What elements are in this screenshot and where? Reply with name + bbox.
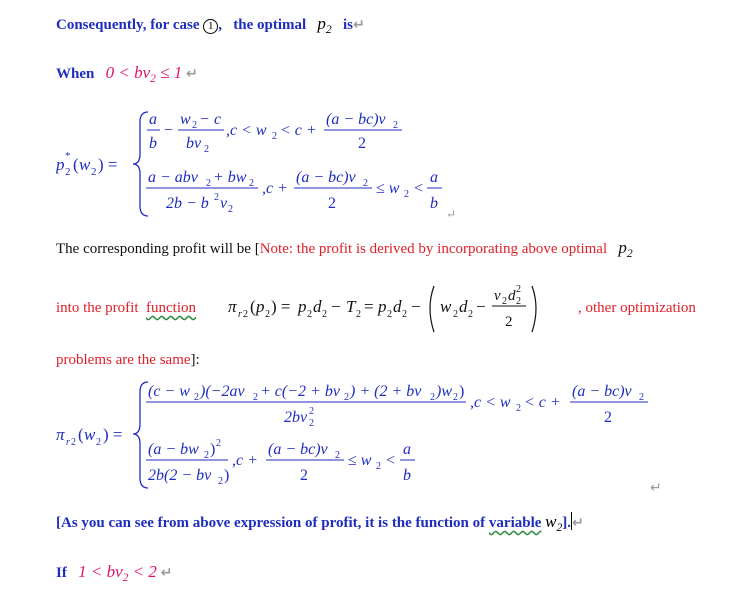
svg-text:2: 2 [404,189,409,200]
conclusion-var: $w_2$ [545,512,563,535]
svg-text:w: w [84,425,96,444]
svg-text:2: 2 [516,284,521,295]
svg-text:2: 2 [96,437,101,448]
svg-text:r: r [66,437,70,448]
svg-text:(a − bc)v: (a − bc)v [296,169,356,186]
svg-text:2: 2 [453,392,458,403]
profit-note-var: $p_2$ [618,238,633,261]
svg-text:) =: ) = [271,297,291,316]
svg-text:d: d [508,288,516,304]
svg-text:2: 2 [65,166,71,178]
svg-text:c: c [214,111,222,128]
svg-text:+ c(−2 + bv: + c(−2 + bv [260,383,340,400]
svg-text:p: p [256,297,265,316]
profit-note: Note: the profit is derived by incorporating above optimal [259,241,608,257]
svg-text:2: 2 [376,461,381,472]
svg-text:w: w [180,111,191,128]
conclusion-line [56,512,584,534]
svg-text:b: b [430,195,438,212]
when-condition: $0 < bv_2 \le 1$ [105,63,183,86]
svg-text:2: 2 [216,438,221,449]
svg-text:2: 2 [516,403,521,414]
paragraph-mark-icon: ↵ [352,17,365,33]
profit-function-formula [228,280,578,340]
svg-text:2: 2 [204,144,209,155]
svg-text:π: π [56,425,65,444]
svg-text:2: 2 [387,309,392,320]
svg-text:(: ( [250,297,256,316]
paragraph-mark-icon: ↵ [650,480,662,496]
svg-text:2: 2 [206,178,211,189]
svg-text:2: 2 [604,409,612,426]
svg-text:2: 2 [71,437,76,448]
intro-line: Consequently, for case 1 , the optimal $p_2$ is↵ [56,14,365,37]
svg-text:): ) [224,467,230,484]
svg-text:2: 2 [505,314,513,330]
svg-text:(: ( [73,155,79,174]
svg-text:p: p [378,297,387,316]
svg-text:w: w [440,297,452,316]
svg-text:2: 2 [322,309,327,320]
svg-text:2: 2 [192,120,197,131]
intro-lead: Consequently, for case [56,17,200,33]
svg-text:<: < [385,452,396,469]
svg-text:−: − [331,297,341,316]
svg-text:≤ w: ≤ w [376,180,400,197]
svg-text:) =: ) = [98,155,118,174]
svg-text:2: 2 [363,178,368,189]
function-word: function [146,300,196,316]
svg-text:*: * [65,150,71,162]
svg-text:2: 2 [307,309,312,320]
svg-text:2: 2 [228,204,233,215]
svg-text:(a − bc)v: (a − bc)v [326,111,386,128]
svg-text:< c +: < c + [524,394,561,411]
svg-text:v: v [494,288,501,304]
svg-text:2: 2 [328,195,336,212]
svg-text:2: 2 [204,450,209,461]
paragraph-mark-icon: ↵ [186,66,198,82]
svg-text:p: p [298,297,307,316]
paragraph-mark-icon: ↵ [572,515,584,531]
svg-text:−: − [164,122,174,139]
svg-text:2: 2 [335,450,340,461]
svg-text:−: − [476,297,486,316]
svg-text:2: 2 [300,467,308,484]
if-condition: $1 < bv_2 < 2$ [78,562,157,585]
svg-text:bv: bv [186,135,202,152]
svg-text:,c < w: ,c < w [470,394,511,411]
svg-text:d: d [459,297,468,316]
svg-text:π: π [228,297,237,316]
when-lead: When [56,66,95,82]
problems-line: problems are the same]: [56,352,200,368]
svg-text:)w: )w [436,383,452,400]
svg-text:d: d [393,297,402,316]
svg-text:b: b [149,135,157,152]
svg-text:,c +: ,c + [232,452,258,469]
svg-text:2: 2 [214,192,219,203]
svg-text:−: − [200,111,210,128]
intro-tail: is [342,17,353,33]
intro-mid: the optimal [233,17,307,33]
svg-text:r: r [238,309,242,320]
svg-text:a: a [403,441,411,458]
svg-text:,c +: ,c + [262,180,288,197]
svg-text:) =: ) = [103,425,123,444]
conclusion-text: [As you can see from above expression of profit, it is the function of [56,515,486,531]
variable-word: variable [488,515,542,531]
svg-text:2: 2 [358,135,366,152]
svg-text:(c − w: (c − w [148,383,190,400]
case-number-circle: 1 [203,19,218,34]
svg-text:2: 2 [265,309,270,320]
conclusion-close: ]. [562,515,572,531]
svg-text:2: 2 [453,309,458,320]
svg-text:2b(2 − bv: 2b(2 − bv [148,467,212,484]
intro-var: $p_2$ [317,14,332,37]
svg-text:2: 2 [393,120,398,131]
profit-other-text: , other optimization [578,300,696,316]
svg-text:): ) [459,383,465,400]
svg-text:<: < [413,180,424,197]
svg-text:↵: ↵ [446,207,457,221]
svg-text:−: − [411,297,421,316]
svg-text:2: 2 [402,309,407,320]
profit-lead: The corresponding profit will be [ [56,241,260,257]
if-lead: If [56,565,67,581]
svg-text:2: 2 [309,418,314,429]
optimal-price-equation [56,104,476,224]
svg-text:2: 2 [639,392,644,403]
svg-text:2: 2 [502,296,507,307]
svg-text:2bv: 2bv [284,409,308,426]
svg-text:2: 2 [243,309,248,320]
svg-text:2: 2 [218,476,223,487]
svg-text:2: 2 [272,131,277,142]
svg-text:): ) [210,441,216,458]
if-line [56,562,172,584]
svg-text:2: 2 [468,309,473,320]
svg-text:(a − bw: (a − bw [148,441,199,458]
svg-text:b: b [403,467,411,484]
svg-text:) + (2 + bv: ) + (2 + bv [350,383,422,400]
svg-text:a − abv: a − abv [148,169,198,186]
svg-text:v: v [220,195,228,212]
svg-text:p: p [56,155,65,174]
svg-text:(a − bc)v: (a − bc)v [572,383,632,400]
svg-text:2: 2 [253,392,258,403]
svg-text:(: ( [78,425,84,444]
svg-text:)(−2av: )(−2av [200,383,245,400]
svg-text:a: a [149,111,157,128]
when-line [56,63,198,85]
svg-text:+ bw: + bw [213,169,247,186]
svg-text:2: 2 [194,392,199,403]
svg-text:≤ w: ≤ w [348,452,372,469]
profit-equation [56,374,656,494]
svg-text:2: 2 [309,406,314,417]
svg-text:w: w [79,155,91,174]
svg-text:2: 2 [91,166,97,178]
svg-text:2: 2 [344,392,349,403]
svg-text:d: d [313,297,322,316]
profit-intro-line [56,238,633,260]
svg-text:T: T [346,297,356,316]
svg-text:2: 2 [430,392,435,403]
svg-text:a: a [430,169,438,186]
svg-text:=: = [364,297,374,316]
svg-text:2b − b: 2b − b [166,195,209,212]
paragraph-mark-icon: ↵ [160,565,173,581]
profit-into-text: into the profit function [56,300,196,316]
svg-text:2: 2 [356,309,361,320]
svg-text:2: 2 [249,178,254,189]
svg-text:2: 2 [516,296,521,307]
svg-text:< c +: < c + [280,122,317,139]
svg-text:,c < w: ,c < w [226,122,267,139]
svg-text:(a − bc)v: (a − bc)v [268,441,328,458]
